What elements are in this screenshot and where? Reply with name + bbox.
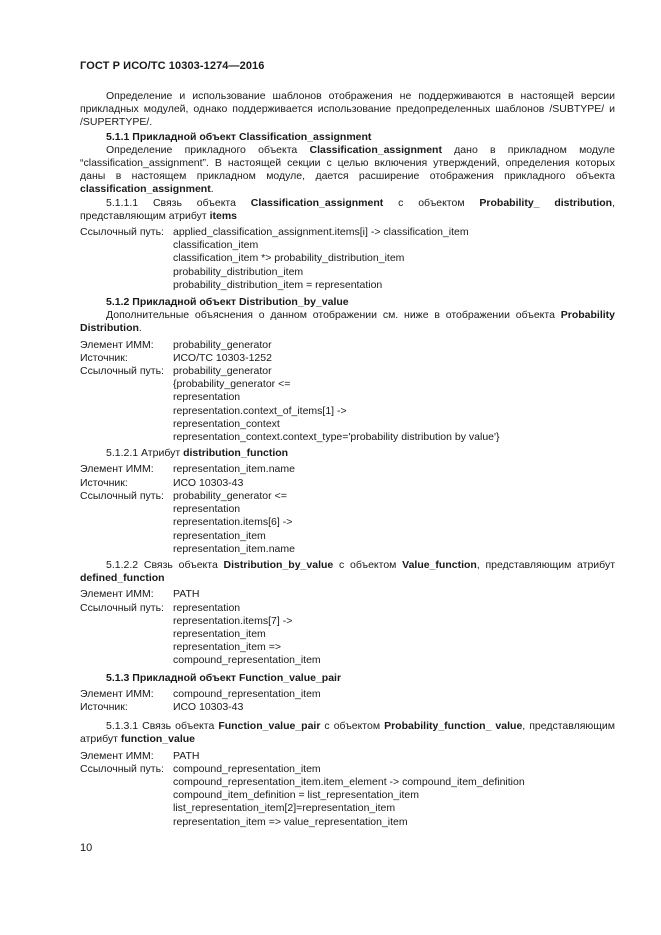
intro-paragraph: Определение и использование шаблонов отображения не поддерживаются в настоящей версии прикладных модулей, однако поддерживается использование предопределенных шаблонов /SUBTYPE/ и /SUPERTYPE/. (80, 90, 615, 129)
reference-path-row (80, 763, 615, 829)
reference-path-row (80, 602, 615, 668)
imm-element-label: Элемент ИММ: (80, 588, 154, 601)
imm-element-label: Элемент ИММ: (80, 687, 154, 700)
source-row (80, 352, 615, 365)
source-value: ИСО/ТС 10303-1252 (173, 351, 272, 364)
section-5-1-2-1-title: 5.1.2.1 Атрибут distribution_function (106, 447, 289, 460)
imm-element-row (80, 750, 615, 763)
imm-element-value: PATH (173, 749, 200, 762)
imm-element-label: Элемент ИММ: (80, 338, 154, 351)
page-number: 10 (80, 842, 93, 854)
source-row (80, 477, 615, 490)
source-row (80, 701, 615, 714)
reference-path-label: Ссылочный путь: (80, 489, 164, 502)
reference-path-row (80, 490, 615, 556)
source-value: ИСО 10303-43 (173, 476, 244, 489)
imm-element-row (80, 688, 615, 701)
section-5-1-3-heading: 5.1.3 Прикладной объект Function_value_pair (106, 671, 342, 684)
source-label: Источник: (80, 476, 128, 489)
imm-element-row (80, 339, 615, 352)
source-label: Источник: (80, 351, 128, 364)
source-label: Источник: (80, 700, 128, 713)
reference-path-value: probability_generator <= representation representation.items[6] -> representation_item representation_item.name (173, 489, 295, 555)
reference-path-label: Ссылочный путь: (80, 762, 164, 775)
reference-path-value: applied_classification_assignment.items[i] -> classification_item classification_item classification_item *> probability_distribution_item probability_distribution_item probability_distribution_item = representation (173, 226, 469, 291)
reference-path-value: compound_representation_item compound_representation_item.item_element -> compound_item_definition compound_item_definition = list_representation_item list_representation_item[2]=representation_item representation_item => value_representation_item (173, 762, 525, 828)
section-5-1-3-1-title: 5.1.3.1 Связь объекта Function_value_pair с объектом Probability_function_ value, представляющим атрибут function_value (80, 720, 615, 746)
reference-path-label: Ссылочный путь: (80, 601, 164, 614)
section-5-1-2-paragraph: Дополнительные объяснения о данном отображении см. ниже в отображении объекта Probability Distribution. (80, 309, 615, 335)
reference-path-row (80, 226, 615, 292)
imm-element-label: Элемент ИММ: (80, 463, 154, 476)
imm-element-value: probability_generator (173, 338, 272, 351)
document-body (80, 90, 615, 829)
reference-path-value: probability_generator {probability_generator <= representation representation.context_of_items[1] -> representation_context representation_context.context_type='probability distribution by value'} (173, 365, 500, 444)
reference-path-label: Ссылочный путь: (80, 365, 164, 378)
imm-element-row (80, 588, 615, 601)
reference-path-label: Ссылочный путь: (80, 226, 164, 239)
source-value: ИСО 10303-43 (173, 700, 244, 713)
section-5-1-1-paragraph: Определение прикладного объекта Classification_assignment дано в прикладном модуле “classification_assignment”. В настоящей секции с целью включения утверждений, определения которых даны в настоящем прикладном модуле, дается расширение отображения прикладного объекта classification_assignment. (80, 143, 616, 196)
page-header: ГОСТ Р ИСО/ТС 10303-1274—2016 (80, 60, 265, 72)
reference-path-value: representation representation.items[7] -> representation_item representation_item => compound_representation_item (173, 601, 321, 667)
reference-path-row (80, 365, 615, 444)
imm-element-value: representation_item.name (173, 463, 295, 476)
imm-element-label: Элемент ИММ: (80, 749, 154, 762)
section-5-1-2-heading: 5.1.2 Прикладной объект Distribution_by_value (106, 296, 349, 309)
imm-element-row (80, 463, 615, 476)
section-5-1-1-heading: 5.1.1 Прикладной объект Classification_assignment (106, 130, 372, 143)
section-5-1-1-1-title: 5.1.1.1 Связь объекта Classification_assignment с объектом Probability_ distribution, представляющим атрибут items (80, 196, 616, 222)
imm-element-value: compound_representation_item (173, 687, 321, 700)
section-5-1-2-2-title: 5.1.2.2 Связь объекта Distribution_by_value с объектом Value_function, представляющим атрибут defined_function (80, 558, 616, 585)
imm-element-value: PATH (173, 588, 200, 601)
